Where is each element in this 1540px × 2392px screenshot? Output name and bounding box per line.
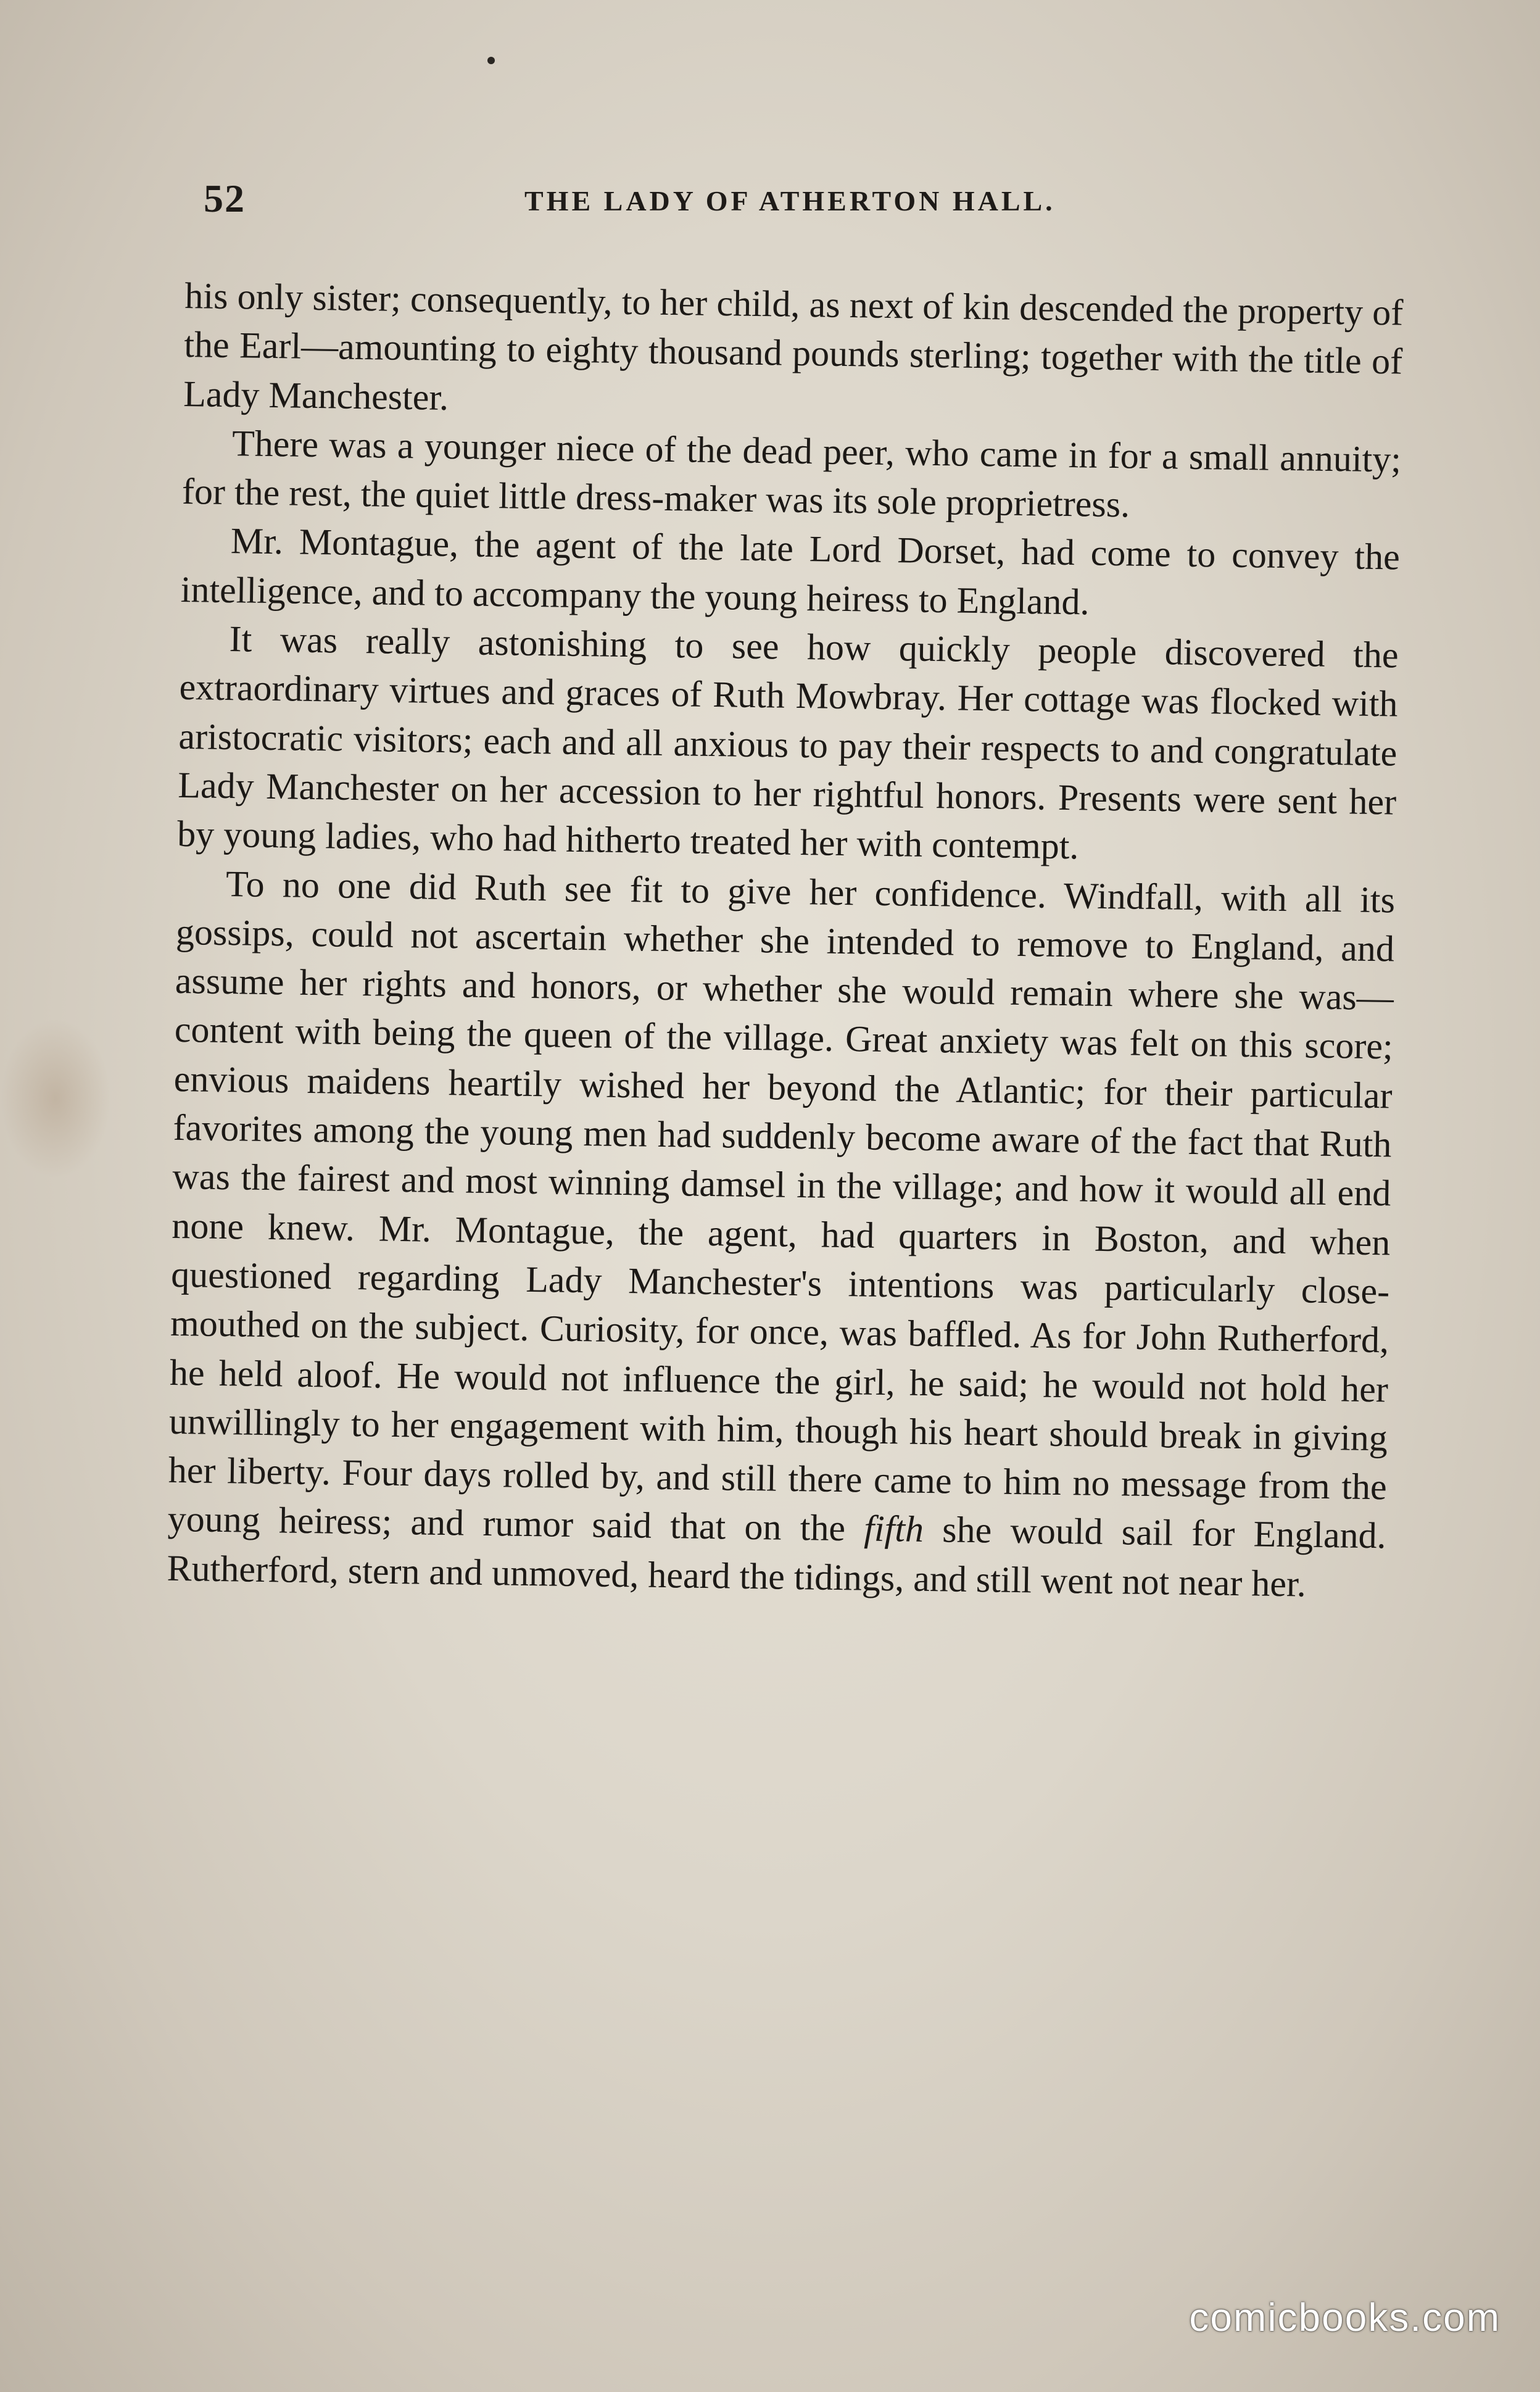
page-stain bbox=[0, 1018, 111, 1179]
paragraph: There was a younger niece of the dead peer, who came in for a small annuity; for the rest, the quiet little dress-maker was its sole proprietress. bbox=[181, 422, 1402, 525]
paragraph-text: To no one did Ruth see fit to give her confidence. Windfall, with all its gossips, could not ascertain whether she intended to remove to England, and assume her rights and honors, or whether she would remain where she was—content with being the queen of the village. Great anxiety was felt on this score; envious maidens heartily wished her beyond the Atlantic; for their particular favorites among the young men had suddenly become aware of the fact that Ruth was the fairest and most winning damsel in the village; and how it would all end none knew. Mr. Montague, the agent, had quarters in Boston, and when questioned regarding Lady Manchester's intentions was particularly close-mouthed on the subject. Curiosity, for once, was baffled. As for John Rutherford, he held aloof. He would not influence the girl, he said; he would not hold her unwillingly to her engagement with him, though his heart should break in giving her liberty. Four days rolled by, and still there came to him no message from the young heiress; and rumor said that on the bbox=[167, 863, 1396, 1549]
watermark: comicbooks.com bbox=[1189, 2295, 1501, 2340]
ink-spot bbox=[487, 57, 495, 64]
page-number: 52 bbox=[204, 176, 246, 220]
paragraph: his only sister; consequently, to her child, as next of kin descended the property of the Earl—amounting to eighty thousand pounds sterling; together with the title of Lady Manchester. bbox=[183, 275, 1404, 418]
running-head: THE LADY OF ATHERTON HALL. bbox=[524, 185, 1056, 217]
paragraph: It was really astonishing to see how quickly people discovered the extraordinary virtues and graces of Ruth Mowbray. Her cottage was flocked with aristocratic visitors; each and all anxious to pay their respects to and congratulate Lady Manchester on her accession to her rightful honors. Presents were sent her by young ladies, who had hitherto treated her with contempt. bbox=[176, 618, 1399, 867]
paragraph: Mr. Montague, the agent of the late Lord Dorset, had come to convey the intelligence, and to accompany the young heiress to England. bbox=[180, 520, 1401, 623]
body-text bbox=[167, 272, 1404, 1609]
emphasis-text: fifth bbox=[863, 1508, 924, 1550]
paragraph-text-end: she would sail for England. Rutherford, stern and unmoved, heard the tidings, and still went not near her. bbox=[167, 1509, 1387, 1605]
paragraph-final bbox=[167, 858, 1395, 1609]
page-header bbox=[204, 176, 1407, 231]
